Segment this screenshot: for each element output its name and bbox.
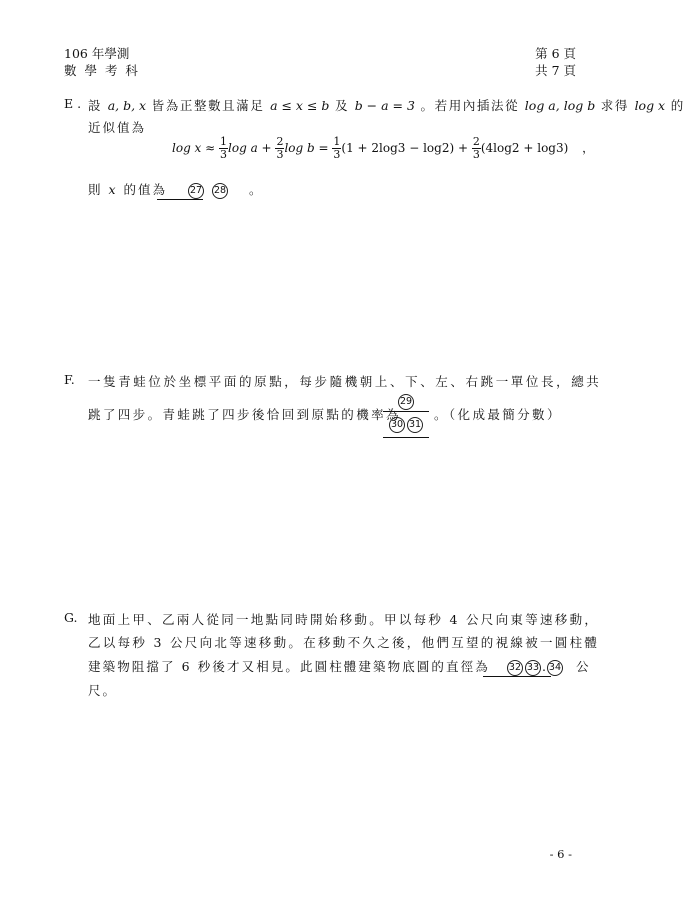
fraction-denominator: 3	[276, 148, 284, 161]
problem-e-line2: 近似值為	[88, 120, 147, 135]
answer-text: 則	[88, 182, 103, 197]
formula-term: (1 + 2log3 − log2) +	[341, 141, 469, 155]
problem-e-vars: a, b, x	[107, 98, 147, 113]
fraction	[472, 136, 481, 161]
answer-box-32: 32	[507, 660, 523, 676]
decimal-point: .	[541, 659, 546, 674]
answer-var: x	[108, 182, 118, 197]
problem-e-label: E .	[64, 96, 82, 111]
fraction-numerator: 1	[333, 135, 341, 148]
problem-g-answer-underline	[483, 676, 551, 677]
answer-text: 的值為	[123, 182, 168, 197]
formula-trail: ，	[582, 141, 595, 155]
page-number: - 6 -	[549, 847, 572, 861]
problem-g-line2: 乙以每秒 3 公尺向北等速移動。在移動不久之後，他們互望的視線被一圓柱體	[88, 635, 600, 650]
problem-f-label: F.	[64, 372, 75, 387]
problem-g-text: 建築物阻擋了 6 秒後才又相見。此圓柱體建築物底圓的直徑為	[88, 659, 490, 674]
problem-e-formula	[172, 136, 594, 161]
header-page-label: 第 6 頁	[535, 46, 576, 61]
problem-f-line1: 一隻青蛙位於坐標平面的原點，每步隨機朝上、下、左、右跳一單位長，總共	[88, 374, 602, 389]
problem-f-answer-underline	[383, 437, 429, 438]
problem-e-text: 求得	[600, 98, 629, 113]
problem-f-line2-end: 。（化成最簡分數）	[434, 407, 562, 422]
header-subject: 數 學 考 科	[64, 63, 140, 78]
fraction-numerator: 2	[472, 135, 480, 148]
fraction-denominator: 3	[333, 148, 341, 161]
problem-e-inequality: a ≤ x ≤ b	[270, 98, 330, 113]
problem-g-line3	[88, 657, 591, 676]
problem-e-logx: log x	[634, 98, 666, 113]
answer-box-29: 29	[398, 394, 414, 410]
formula-term: log a +	[228, 141, 272, 155]
problem-e-logs: log a, log b	[524, 98, 596, 113]
problem-e-text: 的	[670, 98, 685, 113]
problem-g-line1: 地面上甲、乙兩人從同一地點同時開始移動。甲以每秒 4 公尺向東等速移動，	[88, 612, 600, 627]
header-exam-year: 106 年學測	[64, 46, 130, 61]
problem-e-text: 皆為正整數且滿足	[151, 98, 265, 113]
answer-end: 。	[249, 182, 264, 197]
problem-e-text: 。若用內插法從	[420, 98, 520, 113]
fraction-numerator	[383, 393, 429, 411]
problem-e-answer-line	[88, 180, 264, 199]
formula-term: (4log2 + log3)	[480, 141, 569, 155]
answer-box-31: 31	[407, 417, 423, 433]
problem-e-text: 設	[88, 98, 103, 113]
problem-g-line4: 尺。	[88, 683, 118, 698]
fraction-denominator: 3	[472, 148, 480, 161]
problem-f-line2: 跳了四步。青蛙跳了四步後恰回到原點的機率為	[88, 407, 401, 422]
problem-e-line1	[88, 96, 685, 114]
fraction-denominator: 3	[220, 148, 228, 161]
problem-e-equation: b − a = 3	[354, 98, 415, 113]
problem-g-label: G.	[64, 610, 78, 625]
problem-f-fraction	[383, 393, 429, 433]
formula-term: log b =	[284, 141, 329, 155]
fraction-denominator	[383, 411, 429, 433]
formula-lhs: log x ≈	[172, 141, 216, 155]
answer-box-28: 28	[212, 183, 228, 199]
answer-box-27: 27	[188, 183, 204, 199]
fraction-numerator: 2	[276, 135, 284, 148]
fraction	[219, 136, 228, 161]
fraction-numerator: 1	[220, 135, 228, 148]
problem-e-answer-underline	[157, 199, 203, 200]
problem-g-text: 公	[576, 659, 591, 674]
answer-box-30: 30	[389, 417, 405, 433]
problem-e-text: 及	[335, 98, 350, 113]
answer-box-33: 33	[525, 660, 541, 676]
answer-box-34: 34	[547, 660, 563, 676]
header-total-pages: 共 7 頁	[535, 63, 576, 78]
